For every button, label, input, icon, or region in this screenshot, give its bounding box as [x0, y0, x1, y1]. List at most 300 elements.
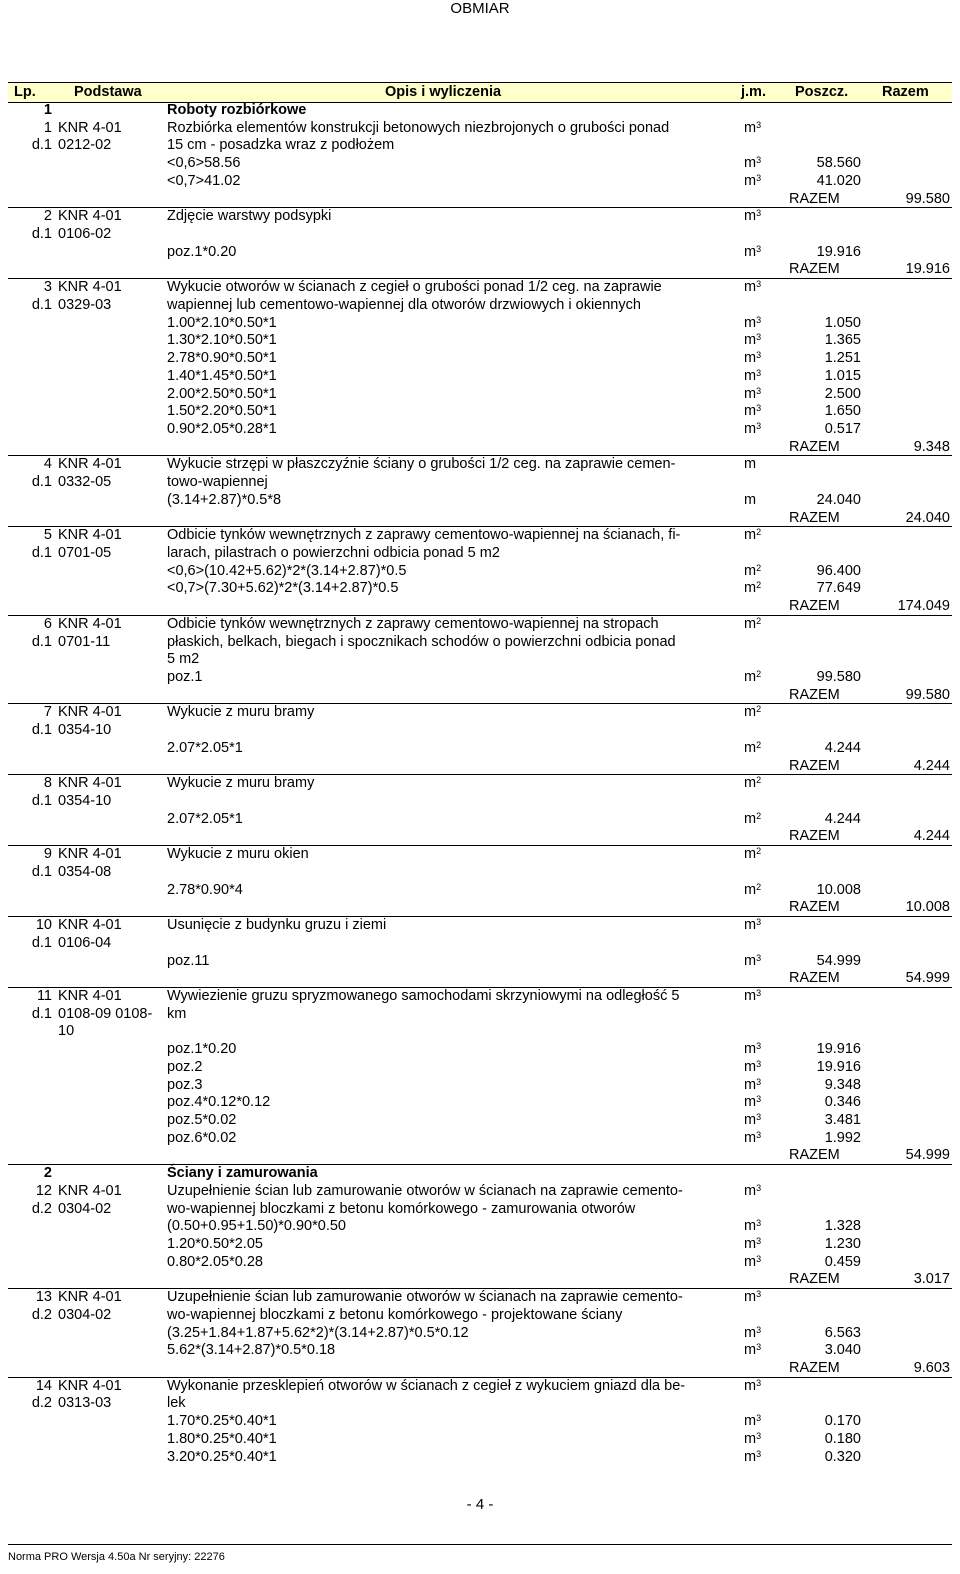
razem-label: RAZEM [789, 828, 840, 845]
razem-value: 99.580 [905, 190, 950, 207]
cell-lp: d.1 [31, 633, 52, 650]
table-row [8, 527, 952, 545]
table-row [8, 1094, 952, 1112]
cell-opis: wapiennej lub cementowo-wapiennej dla otworów drzwiowych i okiennych [167, 296, 641, 313]
cell-podstawa: KNR 4-01 [58, 527, 122, 544]
cell-unit: $m^3$ [744, 1413, 762, 1430]
table-row [8, 1006, 952, 1024]
cell-unit: $m^3$ [744, 1094, 762, 1111]
section-title: Roboty rozbiórkowe [167, 102, 307, 118]
table-row [8, 616, 952, 634]
cell-podstawa: 0354-10 [58, 793, 112, 810]
table-row [8, 403, 952, 421]
cell-poszcz: 4.244 [824, 810, 861, 827]
razem-value: 9.603 [913, 1360, 950, 1377]
cell-opis: 0.80*2.05*0.28 [167, 1253, 263, 1270]
cell-unit: $m^3$ [744, 1058, 762, 1075]
cell-unit: $m^2$ [744, 704, 762, 721]
cell-poszcz: 1.230 [824, 1236, 861, 1252]
cell-unit: $m^3$ [744, 1218, 762, 1235]
razem-row [8, 439, 952, 457]
cell-opis: 1.50*2.20*0.50*1 [167, 403, 277, 420]
cell-unit: $m^3$ [744, 1041, 762, 1058]
table-row [8, 1130, 952, 1148]
cell-opis: 1.40*1.45*0.50*1 [167, 367, 277, 384]
razem-label: RAZEM [789, 686, 840, 703]
table-row [8, 1342, 952, 1360]
cell-unit: $m^3$ [744, 1324, 762, 1341]
table-row [8, 740, 952, 758]
footer-note: Norma PRO Wersja 4.50a Nr seryjny: 22276 [8, 1551, 225, 1563]
cell-opis: 2.78*0.90*4 [167, 881, 243, 898]
razem-value: 4.244 [913, 828, 950, 845]
table-row [8, 722, 952, 740]
header-poszcz: Poszcz. [795, 84, 849, 100]
cell-opis: płaskich, belkach, biegach i spocznikach schodów o powierzchni odbicia ponad [167, 633, 676, 650]
cell-poszcz: 10.008 [816, 881, 861, 898]
cell-opis: 5.62*(3.14+2.87)*0.5*0.18 [167, 1342, 336, 1359]
cell-lp: 12 [35, 1182, 52, 1199]
table-row [8, 1236, 952, 1254]
table-header [8, 82, 952, 103]
document-title: OBMIAR [450, 0, 510, 17]
cell-opis: Odbicie tynków wewnętrznych z zaprawy cementowo-wapiennej na stropach [167, 615, 659, 632]
razem-value: 174.049 [897, 598, 950, 615]
cell-opis: larach, pilastrach o powierzchni odbicia ponad 5 m2 [167, 544, 500, 561]
table-row [8, 173, 952, 191]
cell-opis: poz.4*0.12*0.12 [167, 1094, 271, 1111]
table-row [8, 1201, 952, 1219]
table-row [8, 492, 952, 510]
cell-opis: 2.07*2.05*1 [167, 739, 243, 756]
section-row [8, 1165, 952, 1183]
razem-row [8, 598, 952, 616]
cell-unit: $m^2$ [744, 881, 762, 898]
razem-row [8, 261, 952, 279]
razem-row [8, 191, 952, 209]
cell-lp: d.2 [31, 1200, 52, 1217]
cell-unit: $m^3$ [744, 1182, 762, 1199]
cell-podstawa: KNR 4-01 [58, 775, 122, 792]
razem-label: RAZEM [789, 899, 840, 916]
cell-opis: 0.90*2.05*0.28*1 [167, 420, 277, 437]
cell-lp: 2 [43, 208, 52, 225]
cell-opis: 2.00*2.50*0.50*1 [167, 385, 277, 402]
cell-unit: $m^3$ [744, 314, 762, 331]
table-row [8, 634, 952, 652]
cell-lp: 8 [43, 775, 52, 792]
cell-poszcz: 3.040 [824, 1342, 861, 1359]
razem-row [8, 828, 952, 846]
table-row [8, 368, 952, 386]
cell-poszcz: 0.320 [824, 1448, 861, 1465]
cell-poszcz: 19.916 [816, 1041, 861, 1058]
cell-poszcz: 3.481 [824, 1111, 861, 1128]
cell-opis: 5 m2 [167, 651, 200, 668]
table-row [8, 474, 952, 492]
cell-unit: $m^2$ [744, 615, 762, 632]
table-row [8, 793, 952, 811]
razem-label: RAZEM [789, 970, 840, 987]
cell-podstawa: 0332-05 [58, 474, 112, 491]
table-row [8, 386, 952, 404]
razem-value: 4.244 [913, 757, 950, 774]
table-row [8, 421, 952, 439]
table-row [8, 1431, 952, 1449]
section-row [8, 102, 952, 120]
cell-opis: Uzupełnienie ścian lub zamurowanie otworów w ścianach na zaprawie cemento- [167, 1289, 683, 1306]
cell-podstawa: KNR 4-01 [58, 1377, 122, 1394]
table-row [8, 120, 952, 138]
razem-row [8, 687, 952, 705]
cell-unit: $m^3$ [744, 1253, 762, 1270]
table-row [8, 208, 952, 226]
razem-row [8, 1271, 952, 1289]
cell-opis: Usunięcie z budynku gruzu i ziemi [167, 917, 387, 934]
cell-unit: $m^2$ [744, 775, 762, 792]
table-row [8, 917, 952, 935]
cell-lp: d.1 [31, 1005, 52, 1022]
table-row [8, 846, 952, 864]
razem-value: 99.580 [905, 686, 950, 703]
table-row [8, 1449, 952, 1467]
cell-podstawa: 0701-05 [58, 544, 112, 561]
section-number: 1 [43, 102, 52, 118]
cell-poszcz: 6.563 [824, 1324, 861, 1341]
cell-podstawa: 0108-09 0108- [58, 1005, 153, 1022]
cell-lp: 3 [43, 279, 52, 296]
cell-podstawa: KNR 4-01 [58, 1182, 122, 1199]
cell-opis: Wykucie z muru bramy [167, 704, 315, 721]
table-row [8, 704, 952, 722]
cell-lp: 6 [43, 615, 52, 632]
cell-opis: poz.11 [167, 952, 210, 969]
cell-unit: $m^3$ [744, 917, 762, 934]
section-number: 2 [43, 1165, 52, 1182]
table-row [8, 1059, 952, 1077]
razem-row [8, 758, 952, 776]
cell-unit: $m^3$ [744, 987, 762, 1004]
cell-poszcz: 1.992 [824, 1129, 861, 1146]
cell-opis: wo-wapiennej bloczkami z betonu komórkowego - zamurowania otworów [167, 1200, 636, 1217]
cell-unit: $m^2$ [744, 527, 762, 544]
cell-podstawa: 10 [58, 1023, 75, 1040]
cell-poszcz: 1.365 [824, 332, 861, 349]
cell-unit: $m^3$ [744, 1111, 762, 1128]
table-row [8, 297, 952, 315]
cell-lp: d.2 [31, 1395, 52, 1412]
razem-row [8, 970, 952, 988]
table-row [8, 244, 952, 262]
cell-podstawa: KNR 4-01 [58, 615, 122, 632]
page-number: - 4 - [466, 1496, 494, 1513]
cell-unit: $m^3$ [744, 1342, 762, 1359]
cell-podstawa: 0304-02 [58, 1200, 112, 1217]
cell-poszcz: 1.015 [824, 367, 861, 384]
cell-lp: d.1 [31, 863, 52, 880]
table-row [8, 315, 952, 333]
cell-unit: $m^3$ [744, 367, 762, 384]
table-row [8, 1218, 952, 1236]
cell-unit: $m^3$ [744, 952, 762, 969]
header-lp: Lp. [14, 84, 36, 100]
razem-value: 54.999 [905, 1147, 950, 1164]
cell-unit: $m^3$ [744, 208, 762, 225]
table-body [8, 102, 952, 1466]
cell-poszcz: 2.500 [824, 385, 861, 402]
cell-opis: Wykonanie przesklepień otworów w ścianach z cegieł z wykuciem gniazd dla be- [167, 1377, 686, 1394]
razem-row [8, 1360, 952, 1378]
table-row [8, 137, 952, 155]
cell-poszcz: 24.040 [816, 491, 861, 508]
cell-poszcz: 0.517 [824, 420, 861, 437]
cell-unit: $m^3$ [744, 332, 762, 349]
table-row [8, 456, 952, 474]
table-row [8, 988, 952, 1006]
table-row [8, 953, 952, 971]
table-row [8, 669, 952, 687]
cell-podstawa: 0304-02 [58, 1306, 112, 1323]
table-row [8, 935, 952, 953]
cell-lp: 7 [43, 704, 52, 721]
cell-podstawa: 0106-02 [58, 226, 112, 243]
cell-unit: $m^2$ [744, 846, 762, 863]
cell-opis: poz.1*0.20 [167, 1041, 237, 1058]
cell-poszcz: 41.020 [816, 172, 861, 189]
razem-value: 19.916 [905, 261, 950, 278]
table-row [8, 226, 952, 244]
cell-podstawa: KNR 4-01 [58, 1289, 122, 1306]
cell-lp: d.1 [31, 474, 52, 491]
section-title: Ściany i zamurowania [167, 1165, 318, 1182]
cell-opis: km [167, 1005, 187, 1022]
table-row [8, 1307, 952, 1325]
cell-poszcz: 19.916 [816, 1058, 861, 1075]
cell-opis: 2.07*2.05*1 [167, 810, 243, 827]
cell-poszcz: 1.251 [824, 350, 861, 367]
cell-opis: 1.80*0.25*0.40*1 [167, 1430, 277, 1447]
table-row [8, 279, 952, 297]
cell-lp: d.2 [31, 1306, 52, 1323]
cell-opis: Wykucie strzępi w płaszczyźnie ściany o grubości 1/2 ceg. na zaprawie cemen- [167, 456, 676, 473]
cell-podstawa: KNR 4-01 [58, 987, 122, 1004]
table-row [8, 580, 952, 598]
razem-row [8, 899, 952, 917]
cell-opis: Zdjęcie warstwy podsypki [167, 208, 332, 225]
cell-opis: 1.70*0.25*0.40*1 [167, 1413, 277, 1430]
cell-opis: Wykucie z muru bramy [167, 775, 315, 792]
cell-unit: $m^3$ [744, 1289, 762, 1306]
table-row [8, 350, 952, 368]
cell-opis: Wywiezienie gruzu spryzmowanego samochodami skrzyniowymi na odległość 5 [167, 987, 680, 1004]
cell-unit: $m^3$ [744, 385, 762, 402]
cell-unit: $m^3$ [744, 1430, 762, 1447]
razem-label: RAZEM [789, 757, 840, 774]
cell-opis: 15 cm - posadzka wraz z podłożem [167, 137, 395, 154]
cell-unit: $m^3$ [744, 279, 762, 296]
cell-unit: m [744, 456, 757, 473]
razem-label: RAZEM [789, 190, 840, 207]
cell-opis: 1.20*0.50*2.05 [167, 1236, 263, 1252]
cell-poszcz: 1.050 [824, 314, 861, 331]
cell-opis: towo-wapiennej [167, 474, 268, 491]
cell-opis: Uzupełnienie ścian lub zamurowanie otworów w ścianach na zaprawie cemento- [167, 1182, 683, 1199]
cell-opis: poz.6*0.02 [167, 1129, 237, 1146]
table-row [8, 1413, 952, 1431]
cell-podstawa: KNR 4-01 [58, 456, 122, 473]
cell-opis: 2.78*0.90*0.50*1 [167, 350, 277, 367]
cell-lp: 14 [35, 1377, 52, 1394]
footer-divider [8, 1544, 952, 1545]
cell-opis: poz.3 [167, 1076, 203, 1093]
cell-poszcz: 0.459 [824, 1253, 861, 1270]
cell-opis: Rozbiórka elementów konstrukcji betonowych niezbrojonych o grubości ponad [167, 119, 670, 136]
cell-unit: $m^3$ [744, 1377, 762, 1394]
razem-value: 24.040 [905, 509, 950, 526]
table-row [8, 1289, 952, 1307]
cell-unit: $m^2$ [744, 562, 762, 579]
razem-label: RAZEM [789, 1360, 840, 1377]
razem-value: 3.017 [913, 1271, 950, 1288]
razem-value: 9.348 [913, 438, 950, 455]
cell-unit: $m^3$ [744, 350, 762, 367]
cell-opis: 1.30*2.10*0.50*1 [167, 332, 277, 349]
table-row [8, 332, 952, 350]
cell-poszcz: 96.400 [816, 562, 861, 579]
razem-label: RAZEM [789, 598, 840, 615]
cell-lp: 11 [36, 987, 52, 1004]
cell-unit: $m^3$ [744, 1448, 762, 1465]
cell-poszcz: 4.244 [824, 739, 861, 756]
cell-opis: Wykucie z muru okien [167, 846, 309, 863]
table-row [8, 651, 952, 669]
cell-opis: Odbicie tynków wewnętrznych z zaprawy cementowo-wapiennej na ścianach, fi- [167, 527, 681, 544]
cell-podstawa: 0354-10 [58, 722, 112, 739]
table-row [8, 1041, 952, 1059]
cell-lp: d.1 [31, 137, 52, 154]
cell-poszcz: 99.580 [816, 669, 861, 685]
table-row [8, 811, 952, 829]
cell-poszcz: 77.649 [816, 580, 861, 597]
cell-poszcz: 9.348 [824, 1076, 861, 1093]
cell-poszcz: 1.650 [824, 403, 861, 420]
razem-row [8, 1147, 952, 1165]
table-row [8, 1077, 952, 1095]
table-row [8, 1378, 952, 1396]
cell-poszcz: 19.916 [816, 243, 861, 260]
cell-unit: $m^3$ [744, 1076, 762, 1093]
table-row [8, 882, 952, 900]
cell-podstawa: 0701-11 [58, 633, 111, 650]
cell-podstawa: 0329-03 [58, 296, 112, 313]
cell-poszcz: 58.560 [816, 155, 861, 172]
razem-label: RAZEM [789, 1147, 840, 1164]
cell-lp: d.1 [31, 296, 52, 313]
cell-lp: 4 [43, 456, 52, 473]
cell-opis: poz.1*0.20 [167, 243, 237, 260]
cell-lp: 5 [43, 527, 52, 544]
cell-unit: $m^3$ [744, 1129, 762, 1146]
cell-lp: d.1 [31, 793, 52, 810]
cell-lp: d.1 [31, 226, 52, 243]
cell-poszcz: 54.999 [816, 952, 861, 969]
cell-unit: $m^3$ [744, 420, 762, 437]
cell-podstawa: KNR 4-01 [58, 846, 122, 863]
cell-opis: poz.5*0.02 [167, 1111, 237, 1128]
razem-value: 54.999 [905, 970, 950, 987]
cell-lp: 13 [35, 1289, 52, 1306]
table-row [8, 545, 952, 563]
razem-row [8, 510, 952, 528]
cell-opis: (0.50+0.95+1.50)*0.90*0.50 [167, 1218, 346, 1235]
table-row [8, 775, 952, 793]
cell-unit: $m^3$ [744, 403, 762, 420]
header-podstawa: Podstawa [74, 84, 142, 100]
cell-podstawa: KNR 4-01 [58, 208, 122, 225]
cell-opis: (3.25+1.84+1.87+5.62*2)*(3.14+2.87)*0.5*0.12 [167, 1324, 469, 1341]
cell-unit: $m^3$ [744, 155, 762, 172]
header-razem: Razem [882, 84, 929, 100]
cell-lp: d.1 [31, 722, 52, 739]
cell-opis: 3.20*0.25*0.40*1 [167, 1448, 277, 1465]
cell-opis: poz.2 [167, 1058, 203, 1075]
cell-podstawa: 0354-08 [58, 863, 112, 880]
cell-unit: $m^2$ [744, 739, 762, 756]
table-row [8, 864, 952, 882]
table-row [8, 155, 952, 173]
cell-podstawa: 0313-03 [58, 1395, 112, 1412]
table-row [8, 1023, 952, 1041]
cell-lp: 9 [43, 846, 52, 863]
cell-opis: <0,7>41.02 [167, 172, 241, 189]
cell-poszcz: 0.170 [824, 1413, 861, 1430]
cell-lp: d.1 [31, 934, 52, 951]
cell-podstawa: KNR 4-01 [58, 119, 122, 136]
razem-label: RAZEM [789, 509, 840, 526]
cell-poszcz: 0.180 [824, 1430, 861, 1447]
table-row [8, 563, 952, 581]
razem-label: RAZEM [789, 438, 840, 455]
cell-opis: 1.00*2.10*0.50*1 [167, 314, 277, 331]
cell-unit: $m^3$ [744, 119, 762, 136]
cell-unit: $m^3$ [744, 1236, 762, 1252]
cell-opis: <0,6>58.56 [167, 155, 241, 172]
razem-label: RAZEM [789, 261, 840, 278]
header-jm: j.m. [741, 84, 766, 100]
cell-lp: 1 [43, 119, 52, 136]
cell-unit: $m^2$ [744, 580, 762, 597]
cell-poszcz: 1.328 [824, 1218, 861, 1235]
cell-opis: Wykucie otworów w ścianach z cegieł o grubości ponad 1/2 ceg. na zaprawie [167, 279, 662, 296]
razem-label: RAZEM [789, 1271, 840, 1288]
cell-podstawa: KNR 4-01 [58, 279, 122, 296]
cell-unit: $m^3$ [744, 243, 762, 260]
cell-opis: (3.14+2.87)*0.5*8 [167, 491, 282, 508]
table-row [8, 1254, 952, 1272]
table-row [8, 1325, 952, 1343]
cell-opis: <0,7>(7.30+5.62)*2*(3.14+2.87)*0.5 [167, 580, 399, 597]
cell-opis: wo-wapiennej bloczkami z betonu komórkowego - projektowane ściany [167, 1306, 623, 1323]
table-row [8, 1112, 952, 1130]
cell-unit: $m^2$ [744, 669, 762, 685]
cell-unit: $m^3$ [744, 172, 762, 189]
cell-poszcz: 0.346 [824, 1094, 861, 1111]
table-row [8, 1183, 952, 1201]
cell-podstawa: 0106-04 [58, 934, 112, 951]
razem-value: 10.008 [905, 899, 950, 916]
cell-unit: m [744, 491, 757, 508]
cell-opis: lek [167, 1395, 186, 1412]
